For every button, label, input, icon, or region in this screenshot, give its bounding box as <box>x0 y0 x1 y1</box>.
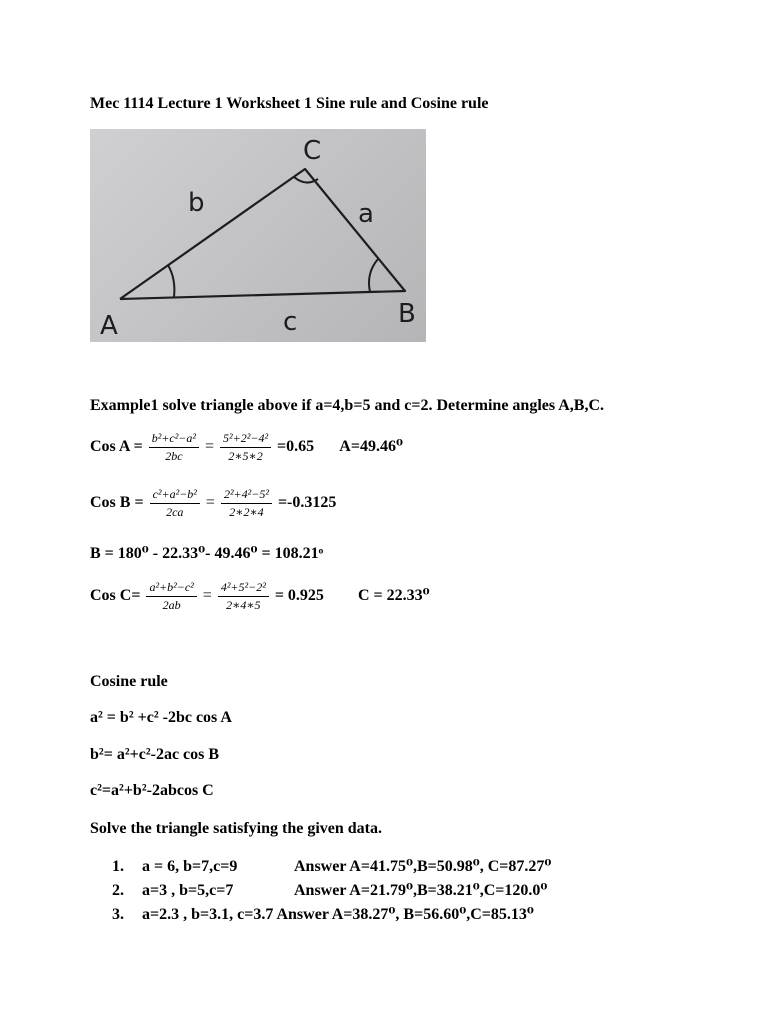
item-data: a = 6, b=7,c=9 <box>142 858 238 875</box>
cosA-f1-den: 2bc <box>165 449 183 463</box>
label-A: A <box>100 311 118 341</box>
triangle-photo <box>90 129 426 342</box>
triangle-drawing <box>90 129 426 342</box>
cosA-f1-num: b²+c²−a² <box>149 431 199 448</box>
cosA-f2-den: 2∗5∗2 <box>228 449 263 463</box>
worksheet-title: Mec 1114 Lecture 1 Worksheet 1 Sine rule and Cosine rule <box>90 95 489 112</box>
cosC-prefix: Cos C= <box>90 587 141 605</box>
cosA-result: =0.65 <box>277 438 315 456</box>
cosA-f2-num: 5²+2²−4² <box>220 431 271 448</box>
item-number: 3. <box>112 906 124 923</box>
label-B: B <box>398 299 416 329</box>
cosB-line: Cos B = $\frac{\text{c²+a²−b²}}{2ca}$ = $\frac{\text{2²+4²−5²}}{2∗2∗4}$ =-0.3125 <box>90 487 337 519</box>
cosine-rule-formula-c: c²=a²+b²-2abcos C <box>90 782 214 799</box>
item-answer: Answer A=38.27⁰, B=56.60⁰,C=85.13⁰ <box>273 906 534 923</box>
cosine-rule-heading: Cosine rule <box>90 673 168 690</box>
cosC-fraction-numeric <box>218 580 269 613</box>
cosA-fraction-numeric <box>220 431 271 464</box>
cosB-f2-den: 2∗2∗4 <box>229 505 264 519</box>
B-angle-line: B = 180⁰ - 22.33⁰- 49.46⁰ = 108.21ᵒ <box>90 545 324 562</box>
cosC-result: = 0.925 <box>274 587 324 605</box>
item-data: a=3 , b=5,c=7 <box>142 882 234 899</box>
cosB-prefix: Cos B = <box>90 494 144 512</box>
list-item <box>112 904 534 924</box>
cosA-answer: A=49.46⁰ <box>339 438 403 456</box>
label-b: b <box>188 188 205 218</box>
cosC-line: Cos C= $\frac{\text{a²+b²−c²}}{2ab}$ = $\frac{\text{4²+5²−2²}}{2∗4∗5}$ = 0.925 C = 22.33⁰ <box>90 580 430 612</box>
angle-arc-A <box>168 265 174 297</box>
cosB-f1-den: 2ca <box>166 505 184 519</box>
cosA-line: Cos A = $\frac{\text{b²+c²−a²}}{2bc}$ = $\frac{\text{5²+2²−4²}}{2∗5∗2}$ =0.65 A=49.46⁰ <box>90 431 403 463</box>
item-data: a=2.3 , b=3.1, c=3.7 <box>142 906 274 923</box>
cosB-fraction-numeric <box>221 487 272 520</box>
cosC-f2-den: 2∗4∗5 <box>226 598 261 612</box>
item-answer: Answer A=41.75⁰,B=50.98⁰, C=87.27⁰ <box>294 858 552 875</box>
exercise-heading: Solve the triangle satisfying the given data. <box>90 820 382 837</box>
cosB-result: =-0.3125 <box>277 494 337 512</box>
item-number: 1. <box>112 858 124 875</box>
list-item <box>112 856 551 876</box>
list-item <box>112 880 547 900</box>
triangle-outline <box>120 169 405 299</box>
cosine-rule-formula-a: a² = b² +c² -2bc cos A <box>90 709 232 726</box>
label-C: C <box>303 136 322 166</box>
label-c: c <box>283 307 298 337</box>
item-number: 2. <box>112 882 124 899</box>
item-answer: Answer A=21.79⁰,B=38.21⁰,C=120.0⁰ <box>294 882 548 899</box>
cosine-rule-formula-b: b²= a²+c²-2ac cos B <box>90 746 220 763</box>
cosA-fraction-symbolic <box>149 431 199 464</box>
cosC-f2-num: 4²+5²−2² <box>218 580 269 597</box>
cosC-answer: C = 22.33⁰ <box>357 587 430 605</box>
label-a: a <box>358 199 374 229</box>
cosC-fraction-symbolic <box>146 580 196 613</box>
cosC-f1-den: 2ab <box>162 598 181 612</box>
cosB-fraction-symbolic <box>150 487 200 520</box>
cosC-f1-num: a²+b²−c² <box>146 580 196 597</box>
example-heading: Example1 solve triangle above if a=4,b=5 and c=2. Determine angles A,B,C. <box>90 397 604 414</box>
cosA-prefix: Cos A = <box>90 438 143 456</box>
angle-arc-B <box>369 259 378 292</box>
cosB-f1-num: c²+a²−b² <box>150 487 200 504</box>
cosB-f2-num: 2²+4²−5² <box>221 487 272 504</box>
